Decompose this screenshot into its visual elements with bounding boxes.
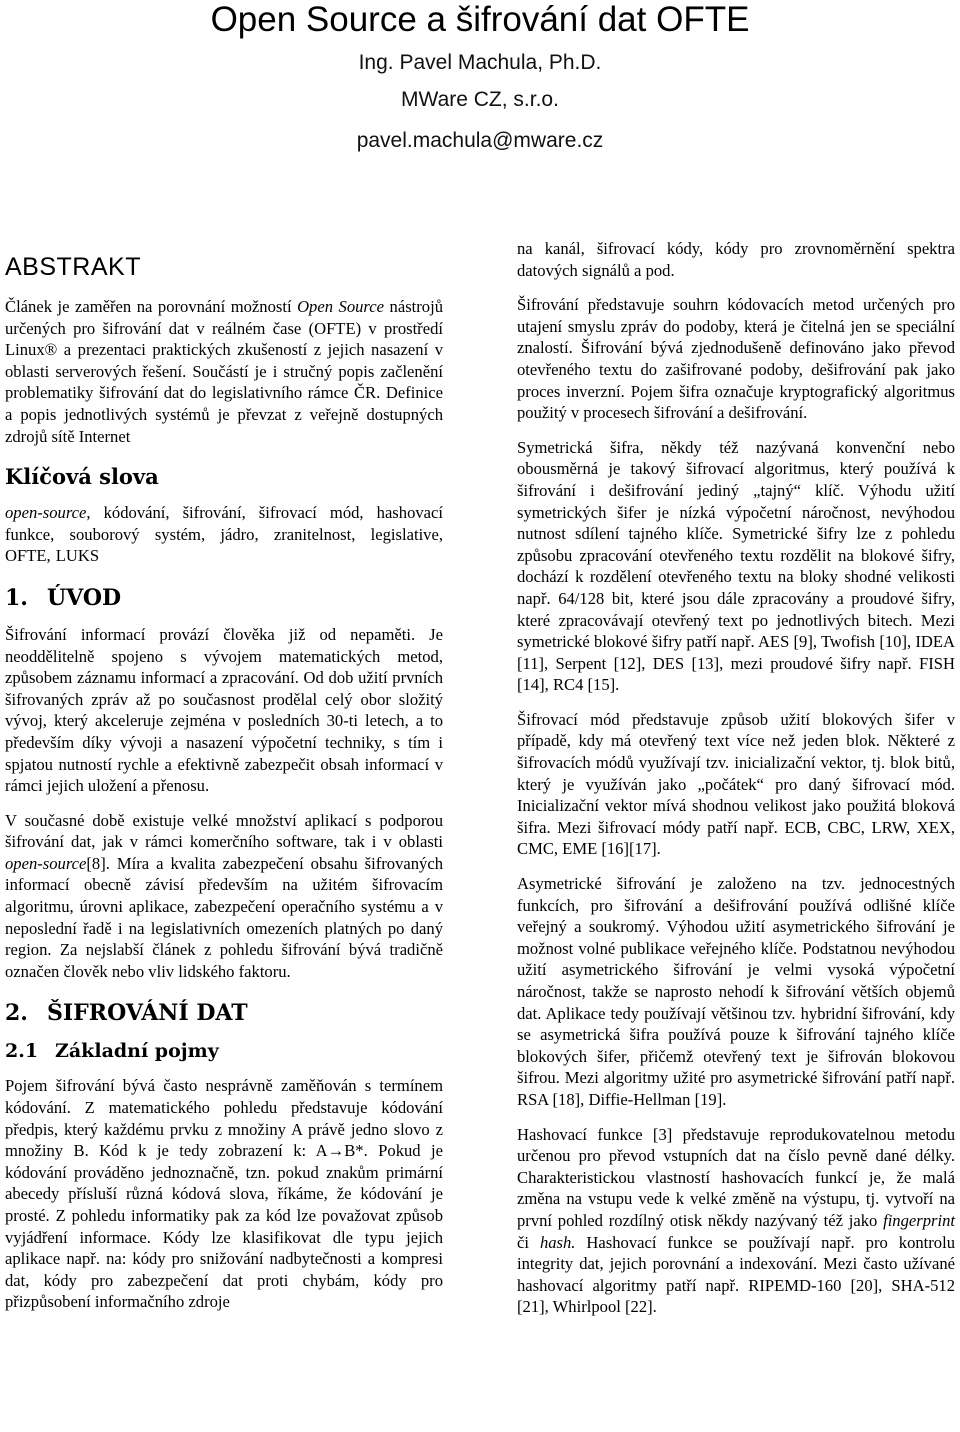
- hash-text-1: Hashovací funkce [3] představuje reprodukovatelnou metodu určenou pro převod vstupních dat na číslo pevně dané délky. Charakteristickou vlastností hashovacích funkcí je, že malá změna na vstupu vede k velké změně na výstupu, tj. vytvoří na první pohled rozdílný otisk někdy nazývaný též jako: [517, 1124, 955, 1230]
- intro-p2-italic: open-source: [5, 853, 87, 873]
- section-1-heading: [5, 584, 443, 612]
- abstract-text-2: nástrojů určených pro šifrování dat v reálném čase (OFTE) v prostředí Linux® a prezentaci praktických zkušeností z jejich nasazení v oblasti serverových řešení. Součástí je i stručný popis začlenění problematiky šifrování dat do legislativního rámce ČR. Definice a popis jednotlivých systémů je převzat z veřejně dostupných zdrojů sítě Internet: [5, 297, 443, 446]
- basic-terms-paragraph: Pojem šifrování bývá často nesprávně zaměňován s termínem kódování. Z matematického pohledu představuje kódování předpis, který každému prvku z množiny A právě jedno slovo z množiny B. Kód k je tedy zobrazení k: A→B*. Pokud je kódování prováděno jednoznačně, tzn. pokud znakům primární abecedy přísluší různá kódová slova, říkáme, že kódování je prosté. Z pohledu informatiky pak za kód lze považovat způsob vyjádření informace. Kódy lze klasifikovat dle typu jejich aplikace např. na: kódy pro snižování nadbytečnosti a kompresi dat, kódy pro zabezpečení dat proti chybám, kódy pro přizpůsobení informačního zdroje: [5, 1076, 443, 1312]
- paper-title: Open Source a šifrování dat OFTE: [210, 0, 750, 39]
- abstract-text-1: Článek je zaměřen na porovnání možností: [5, 297, 298, 316]
- intro-paragraph-1: Šifrování informací provází člověka již od nepaměti. Je neoddělitelně spojeno s vývojem matematických metod, způsobem záznamu informací a zpracování. Od dob užití prvních šifrovaných zpráv až po současnost prodělal celý obor složitý vývoj, který akceleruje zejména v posledních 30-ti letech, a to především díky vývoji a nasazení výpočetní techniky, s tím i spjatou nutností rychle a efektivně zabezpečit obsah informací v rámci jejich uložení a přenosu.: [5, 624, 443, 796]
- right-paragraph-5: Asymetrické šifrování je založeno na tzv. jednocestných funkcích, pro šifrování a dešifrování používá odlišné klíče veřejný a soukromý. Výhodou užití asymetrického šifrování je možnost volné publikace veřejného klíče. Podstatnou nevýhodou užití asymetrického šifrování je velmi vysoká výpočetní náročnost, takže se naprosto nehodí k šifrování větších objemů dat. Aplikace tedy používají většinou tzv. hybridní šifrování, kdy se asymetrická šifra používá pouze k šifrování tajného klíče blokových šifer, přičemž otevřený text je šifrován blokovou šifrou. Mezi algoritmy užité pro asymetrické šifrování patří např. RSA [18], Diffie-Hellman [19].: [517, 874, 955, 1109]
- hash-italic-fingerprint: fingerprint: [883, 1210, 955, 1230]
- intro-p2-text-1: V současné době existuje velké množství aplikací s podporou šifrování dat, jak v rámci komerčního software, tak i v oblasti: [5, 810, 443, 852]
- left-column: [5, 246, 443, 1326]
- hash-italic-hash: hash.: [539, 1232, 576, 1252]
- right-paragraph-3: Symetrická šifra, někdy též nazývaná konvenční nebo obousměrná je takový šifrovací algoritmus, který používá k šifrování i dešifrování jediný „tajný“ klíč. Výhodu užití symetrických šifer je nízká výpočetní náročnost, nevýhodou nutnost sdílení tajného klíče. Symetrické šifry lze z pohledu způsobu zpracování otevřeného textu rozdělit na blokové šifry, dochází k rozdělení otevřeného textu na bloky shodné velikosti např. 64/128 bit, které jsou dále zpracovány a proudové šifry, které zpracovávají otevřený text po jednotlivých bitech. Mezi symetrické blokové šifry patří např. AES [9], Twofish [10], IDEA [11], Serpent [12], DES [13], mezi proudové šifry např. FISH [14], RC4 [15].: [517, 437, 955, 695]
- right-paragraph-1: na kanál, šifrovací kódy, kódy pro zrovnoměrnění spektra datových signálů a pod.: [517, 239, 955, 280]
- right-paragraph-6: [517, 1124, 955, 1318]
- section-2-title: ŠIFROVÁNÍ DAT: [47, 1000, 248, 1027]
- keywords-heading: Klíčová slova: [5, 464, 159, 490]
- section-1-number: 1.: [5, 584, 28, 611]
- keywords-paragraph: [5, 502, 443, 567]
- hash-text-3: Hashovací funkce se používají např. pro kontrolu integrity dat, jejich porovnání a indexování. Mezi často užívané hashovací algoritmy patří např. RIPEMD-160 [20], SHA-512 [21], Whirlpool [22].: [517, 1232, 956, 1317]
- section-2-heading: [5, 999, 443, 1027]
- section-2-number: 2.: [5, 1000, 28, 1027]
- hash-text-2: či: [517, 1232, 540, 1252]
- abstract-text-italic: Open Source: [297, 297, 385, 316]
- author-name: Ing. Pavel Machula, Ph.D.: [358, 51, 602, 74]
- intro-paragraph-2: [5, 810, 443, 983]
- section-2-1-heading: [5, 1039, 443, 1063]
- section-2-1-number: 2.1: [5, 1040, 39, 1063]
- intro-p2-text-2: [8]. Míra a kvalita zabezpečení obsahu šifrovaných informací obecně závisí především na užitém šifrovacím algoritmu, úrovni aplikace, zabezpečení operačního systému a v neposlední řadě i na legislativních omezeních platných po daný region. Za nejslabší článek z pohledu šifrování bývá tradičně označen člověk nebo vliv lidského faktoru.: [5, 853, 443, 981]
- section-2-1-title: Základní pojmy: [55, 1040, 219, 1063]
- author-email: pavel.machula@mware.cz: [356, 129, 604, 152]
- keywords-list: , kódování, šifrování, šifrovací mód, hashovací funkce, souborový systém, jádro, zranitelnost, legislative, OFTE, LUKS: [5, 503, 443, 566]
- section-1-title: ÚVOD: [47, 584, 122, 611]
- keyword-open-source: open-source: [5, 503, 87, 523]
- right-paragraph-4: Šifrovací mód představuje způsob užití blokových šifer v případě, kdy má otevřený text více než jeden blok. Některé z šifrovacích módů využívají tzv. inicializační vektor, tj. blok bitů, který je využíván jako „počátek“ pro daný šifrovací mód. Inicializační vektor mívá shodnou velikost jako použitá bloková šifra. Mezi šifrovací módy patří např. ECB, CBC, LRW, XEX, CMC, EME [16][17].: [517, 709, 955, 859]
- right-column: [517, 238, 955, 1331]
- right-paragraph-2: Šifrování představuje souhrn kódovacích metod určených pro utajení smyslu zpráv do podoby, která je čitelná jen se speciální znalostí. Šifrování bývá zjednodušeně definováno jako převod otevřeného textu do zašifrované podoby, dešifrování pak jako proces inverzní. Pojem šifra označuje kryptografický algoritmus použitý v procesech šifrování a dešifrování.: [517, 295, 955, 423]
- author-organization: MWare CZ, s.r.o.: [401, 88, 559, 111]
- abstract-heading: ABSTRAKT: [5, 253, 141, 281]
- abstract-paragraph: [5, 296, 443, 447]
